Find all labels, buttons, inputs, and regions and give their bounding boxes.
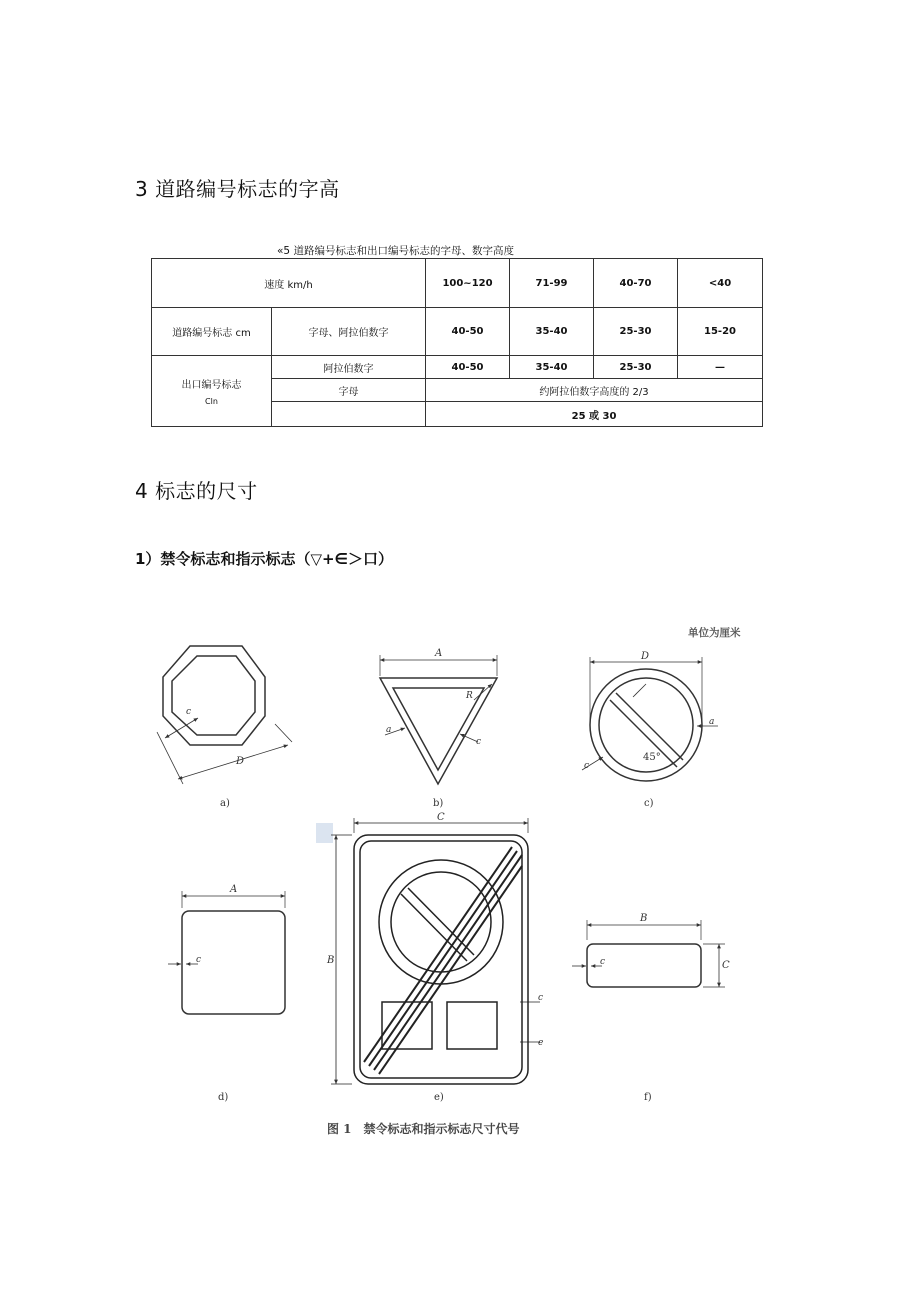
dim-e-label: e (538, 1038, 544, 1048)
dim-C-label-f: C (722, 960, 730, 971)
end-of-restriction-sign-diagram (331, 818, 540, 1084)
exit-last-value: 25 或 30 (426, 402, 763, 427)
value-cell: 35-40 (510, 308, 594, 356)
dim-C-label-e: C (437, 812, 445, 823)
dim-B-label-e: B (327, 955, 335, 966)
fig-label-c: c) (644, 798, 654, 809)
unit-note: 单位为厘米 (688, 627, 741, 639)
exit-unit-text: Cln (205, 397, 218, 406)
dim-c-label-d: c (196, 955, 202, 965)
value-cell: 35-40 (510, 356, 594, 379)
dim-D-label-c: D (641, 651, 650, 662)
value-cell: — (678, 356, 763, 379)
fig-label-e: e) (434, 1092, 444, 1103)
value-cell: 15-20 (678, 308, 763, 356)
dim-R-label: R (466, 691, 473, 701)
fig-label-a: a) (220, 798, 230, 809)
highlight-marker (316, 823, 333, 843)
value-cell: 25-30 (594, 356, 678, 379)
dim-c-label-e: c (538, 993, 544, 1003)
square-sign-diagram (168, 891, 285, 1014)
speed-cell: 71-99 (510, 259, 594, 308)
value-cell: 40-50 (426, 356, 510, 379)
dim-c-label-b: c (476, 737, 482, 747)
section-4-heading: 4 标志的尺寸 (135, 479, 258, 503)
angle-label: 45° (643, 752, 661, 763)
dim-c-label: c (186, 707, 192, 717)
exit-letter-label: 字母 (272, 379, 426, 402)
figure-caption: 图 1 禁令标志和指示标志尺寸代号 (327, 1122, 520, 1136)
exit-arabic-label: 阿拉伯数字 (272, 356, 426, 379)
exit-label-text: 出口编号标志 (181, 380, 242, 391)
road-number-sub: 字母、阿拉伯数字 (272, 308, 426, 356)
speed-cell: <40 (678, 259, 763, 308)
dim-a-label-c: a (709, 717, 715, 727)
fig-label-b: b) (433, 798, 444, 809)
road-number-label: 道路编号标志 cm (152, 308, 272, 356)
dim-A-label: A (435, 648, 443, 659)
value-cell: 25-30 (594, 308, 678, 356)
section-3-heading: 3 道路编号标志的字高 (135, 177, 340, 201)
speed-header: 速度 km/h (152, 259, 426, 308)
dim-A-label-d: A (230, 884, 238, 895)
dim-a-label: a (386, 725, 392, 735)
speed-cell: 100~120 (426, 259, 510, 308)
table-caption: «5 道路编号标志和出口编号标志的字母、数字高度 (277, 245, 514, 257)
octagon-sign-diagram (157, 646, 292, 784)
subsection-1-heading: 1）禁令标志和指示标志（▽+∈＞口） (135, 550, 393, 568)
value-cell: 40-50 (426, 308, 510, 356)
dim-c-label-c: c (584, 761, 590, 771)
fig-label-f: f) (644, 1092, 652, 1103)
rectangle-sign-diagram (572, 920, 725, 987)
dim-c-label-f: c (600, 957, 606, 967)
dim-B-label-f: B (640, 913, 648, 924)
fig-label-d: d) (218, 1092, 229, 1103)
exit-letter-value: 约阿拉伯数字高度的 2/3 (426, 379, 763, 402)
dim-D-label: D (236, 756, 245, 767)
triangle-sign-diagram (380, 655, 497, 784)
speed-cell: 40-70 (594, 259, 678, 308)
